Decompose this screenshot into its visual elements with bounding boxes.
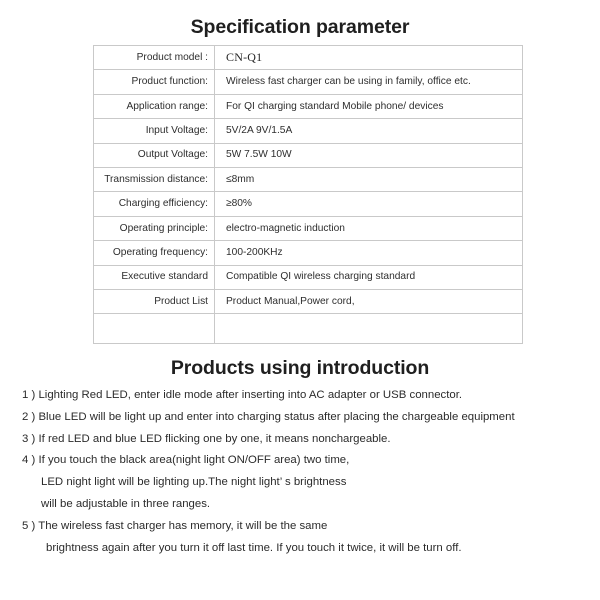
spec-label-cell: Operating principle:: [94, 216, 215, 240]
spec-label-cell: Charging efficiency:: [94, 192, 215, 216]
table-row: [94, 265, 523, 289]
spec-value-cell: For QI charging standard Mobile phone/ devices: [215, 94, 523, 118]
spec-value-cell: electro-magnetic induction: [215, 216, 523, 240]
spec-label-cell: Operating frequency:: [94, 241, 215, 265]
spec-label-cell: Executive standard: [94, 265, 215, 289]
list-item: 5 ) The wireless fast charger has memory, it will be the same: [22, 519, 328, 532]
table-row: [94, 94, 523, 118]
table-row: [94, 167, 523, 191]
spec-label-cell: Product model :: [94, 46, 215, 70]
spec-label-cell: Output Voltage:: [94, 143, 215, 167]
list-item: 1 ) Lighting Red LED, enter idle mode after inserting into AC adapter or USB connector.: [22, 389, 463, 401]
spec-value-cell: 5V/2A 9V/1.5A: [215, 119, 523, 143]
list-item: 3 ) If red LED and blue LED flicking one by one, it means nonchargeable.: [22, 432, 391, 445]
table-row: [94, 289, 523, 313]
spec-value-cell: ≤8mm: [215, 167, 523, 191]
table-row: [94, 241, 523, 265]
table-row: [94, 216, 523, 240]
spec-label-cell: Input Voltage:: [94, 119, 215, 143]
table-row: [94, 46, 523, 70]
list-item: LED night light will be lighting up.The night light’ s brightness: [41, 476, 347, 489]
spec-value-cell: 100-200KHz: [215, 241, 523, 265]
table-row: [94, 70, 523, 94]
table-row: [94, 192, 523, 216]
specification-table-body: [94, 46, 523, 344]
specification-table: [93, 45, 523, 344]
spec-value-cell: CN-Q1: [215, 46, 523, 70]
spec-value-cell: [215, 314, 523, 344]
spec-value-cell: Product Manual,Power cord,: [215, 289, 523, 313]
specification-heading: Specification parameter: [190, 16, 410, 38]
spec-label-cell: Transmission distance:: [94, 167, 215, 191]
spec-value-cell: ≥80%: [215, 192, 523, 216]
spec-value-cell: 5W 7.5W 10W: [215, 143, 523, 167]
table-row: [94, 314, 523, 344]
spec-value-cell: Compatible QI wireless charging standard: [215, 265, 523, 289]
spec-label-cell: [94, 314, 215, 344]
list-item: will be adjustable in three ranges.: [41, 497, 211, 510]
table-row: [94, 119, 523, 143]
spec-label-cell: Product List: [94, 289, 215, 313]
spec-label-cell: Application range:: [94, 94, 215, 118]
list-item: brightness again after you turn it off last time. If you touch it twice, it will be turn off.: [46, 541, 462, 554]
spec-label-cell: Product function:: [94, 70, 215, 94]
spec-value-cell: Wireless fast charger can be using in family, office etc.: [215, 70, 523, 94]
introduction-list: [22, 385, 592, 559]
list-item: 4 ) If you touch the black area(night light ON/OFF area) two time,: [22, 454, 350, 467]
introduction-heading: Products using introduction: [170, 357, 430, 379]
list-item: 2 ) Blue LED will be light up and enter into charging status after placing the chargeable equipment: [22, 410, 515, 423]
table-row: [94, 143, 523, 167]
